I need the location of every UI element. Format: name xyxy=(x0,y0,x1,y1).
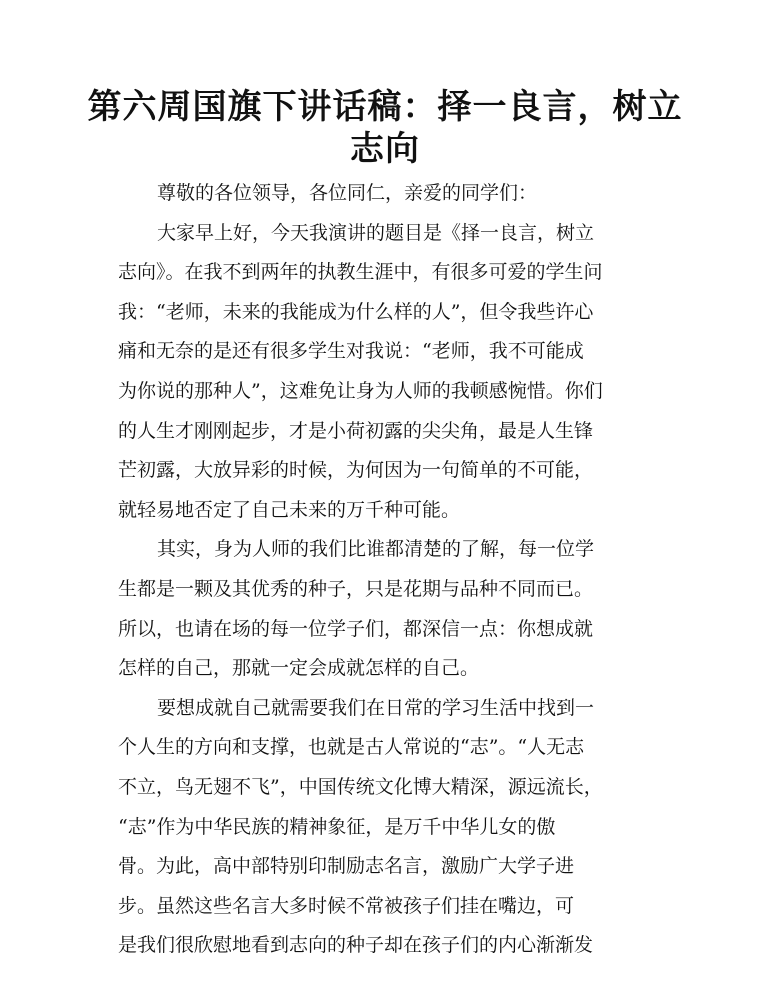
paragraph-line: 步。虽然这些名言大多时候不常被孩子们挂在嘴边，可 xyxy=(118,894,575,917)
paragraph-line: 其实，身为人师的我们比谁都清楚的了解，每一位学 xyxy=(157,538,595,561)
paragraph-line: 大家早上好，今天我演讲的题目是《择一良言，树立 xyxy=(157,221,595,244)
paragraph-line: 不立，鸟无翅不飞”，中国传统文化博大精深，源远流长， xyxy=(118,775,603,798)
paragraph-line: 就轻易地否定了自己未来的万千种可能。 xyxy=(118,498,461,521)
salutation-line: 尊敬的各位领导，各位同仁，亲爱的同学们： xyxy=(157,182,538,204)
paragraph-line: 骨。为此，高中部特别印制励志名言，激励广大学子进 xyxy=(118,855,575,878)
paragraph-line: 所以，也请在场的每一位学子们，都深信一点：你想成就 xyxy=(118,617,594,640)
paragraph-line: 是我们很欣慰地看到志向的种子却在孩子们的内心渐渐发 xyxy=(118,934,594,957)
paragraph-line: 要想成就自己就需要我们在日常的学习生活中找到一 xyxy=(157,696,595,719)
title-line-1: 第六周国旗下讲话稿：择一良言，树立 xyxy=(87,87,683,127)
paragraph-line: 为你说的那种人”，这难免让身为人师的我顿感惋惜。你们 xyxy=(118,379,603,402)
paragraph-line: 志向》。在我不到两年的执教生涯中，有很多可爱的学生问 xyxy=(118,261,603,284)
paragraph-line: 生都是一颗及其优秀的种子，只是花期与品种不同而已。 xyxy=(118,577,594,600)
paragraph-line: “志”作为中华民族的精神象征，是万千中华儿女的傲 xyxy=(118,815,556,838)
speech-body xyxy=(118,174,648,966)
document-title xyxy=(80,86,690,170)
title-line-2: 志向 xyxy=(350,129,420,169)
paragraph-line: 怎样的自己，那就一定会成就怎样的自己。 xyxy=(118,657,480,680)
paragraph-line: 痛和无奈的是还有很多学生对我说：“老师，我不可能成 xyxy=(118,340,584,363)
paragraph-line: 芒初露，大放异彩的时候，为何因为一句简单的不可能， xyxy=(118,459,594,482)
paragraph-line: 的人生才刚刚起步，才是小荷初露的尖尖角，最是人生锋 xyxy=(118,419,594,442)
paragraph-line: 我：“老师，未来的我能成为什么样的人”，但令我些许心 xyxy=(118,300,594,323)
paragraph-line: 个人生的方向和支撑，也就是古人常说的“志”。“人无志 xyxy=(118,736,585,759)
